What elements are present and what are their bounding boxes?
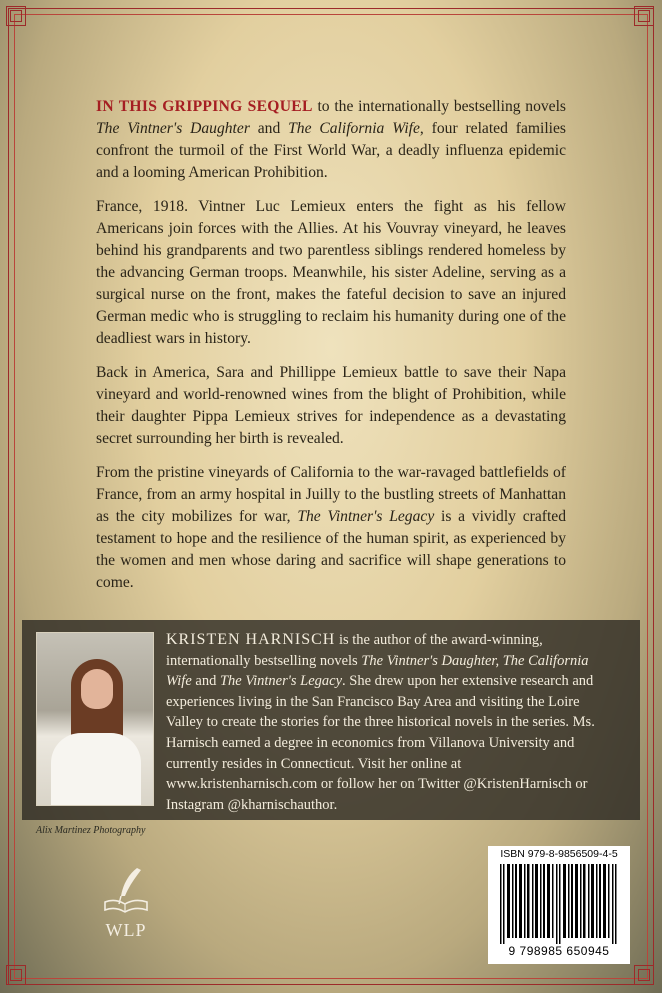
author-name: KRISTEN HARNISCH — [166, 631, 336, 648]
corner-ornament — [632, 963, 658, 989]
book-title: The Vintner's Daughter, The California Wife — [166, 652, 589, 690]
blurb-text: and — [249, 120, 289, 137]
author-photo — [36, 632, 154, 806]
blurb-text: From the pristine vineyards of California to the war-ravaged battlefields of France, from an army hospital in Juilly to the bustling streets of Manhattan as the city mobilizes for war, — [96, 464, 566, 525]
blurb-paragraph-3: Back in America, Sara and Phillippe Lemieux battle to save their Napa vineyard and world-renowned wines from the blight of Prohibition, while their daughter Pippa Lemieux strives for independence as a devastating secret surrounding her birth is revealed. — [96, 364, 566, 447]
publisher-name: WLP — [105, 920, 147, 940]
blurb-paragraph-4 — [96, 462, 566, 594]
blurb-paragraph-2: France, 1918. Vintner Luc Lemieux enters the fight as his fellow Americans join forces with the Allies. At his Vouvray vineyard, he leaves behind his grandparents and two parentless siblings rendered homeless by the advancing German troops. Meanwhile, his sister Adeline, serving as a surgical nurse on the front, makes the fateful decision to save an injured German medic who is struggling to reclaim his humanity during one of the deadliest wars in history. — [96, 198, 566, 347]
bio-text: . She drew upon her extensive research and experiences living in the San Francisco Bay Area and visiting the Loire Valley to create the stories for the three historical novels in the series. Ms. Harnisch earned a degree in economics from Villanova University and currently resides in Connecticut. Visit her online at www.kristenharnisch.com or follow her on Twitter @KristenHarnisch or Instagram @kharnischauthor. — [166, 673, 595, 813]
book-blurb — [96, 96, 566, 606]
barcode-panel — [488, 846, 630, 964]
blurb-text: to the internationally bestselling novels — [312, 98, 566, 115]
bio-text: is the author of the award-winning, internationally bestselling novels — [166, 632, 543, 669]
quill-book-icon — [101, 866, 151, 918]
blurb-text: , four related families confront the turmoil of the First World War, a deadly influenza epidemic and a looming American Prohibition. — [96, 120, 566, 181]
blurb-lead: IN THIS GRIPPING SEQUEL — [96, 98, 313, 115]
corner-ornament — [4, 4, 30, 30]
author-bio — [166, 630, 610, 815]
book-title: The California Wife — [288, 120, 420, 137]
book-title: The Vintner's Legacy — [297, 508, 435, 525]
corner-ornament — [632, 4, 658, 30]
blurb-text: is a vividly crafted testament to hope and the resilience of the human spirit, as experienced by the women and men whose daring and sacrifice will shape generations to come. — [96, 508, 566, 591]
blurb-paragraph-1 — [96, 96, 566, 184]
book-title: The Vintner's Daughter — [96, 120, 250, 137]
bio-text: and — [191, 673, 220, 690]
barcode — [500, 864, 618, 944]
barcode-digits: 9 798985 650945 — [508, 944, 610, 958]
corner-ornament — [4, 963, 30, 989]
book-title: The Vintner's Legacy — [219, 673, 343, 690]
publisher-logo — [96, 866, 156, 946]
isbn-text: ISBN 979-8-9856509-4-5 — [500, 848, 618, 860]
photo-credit: Alix Martinez Photography — [36, 825, 146, 836]
